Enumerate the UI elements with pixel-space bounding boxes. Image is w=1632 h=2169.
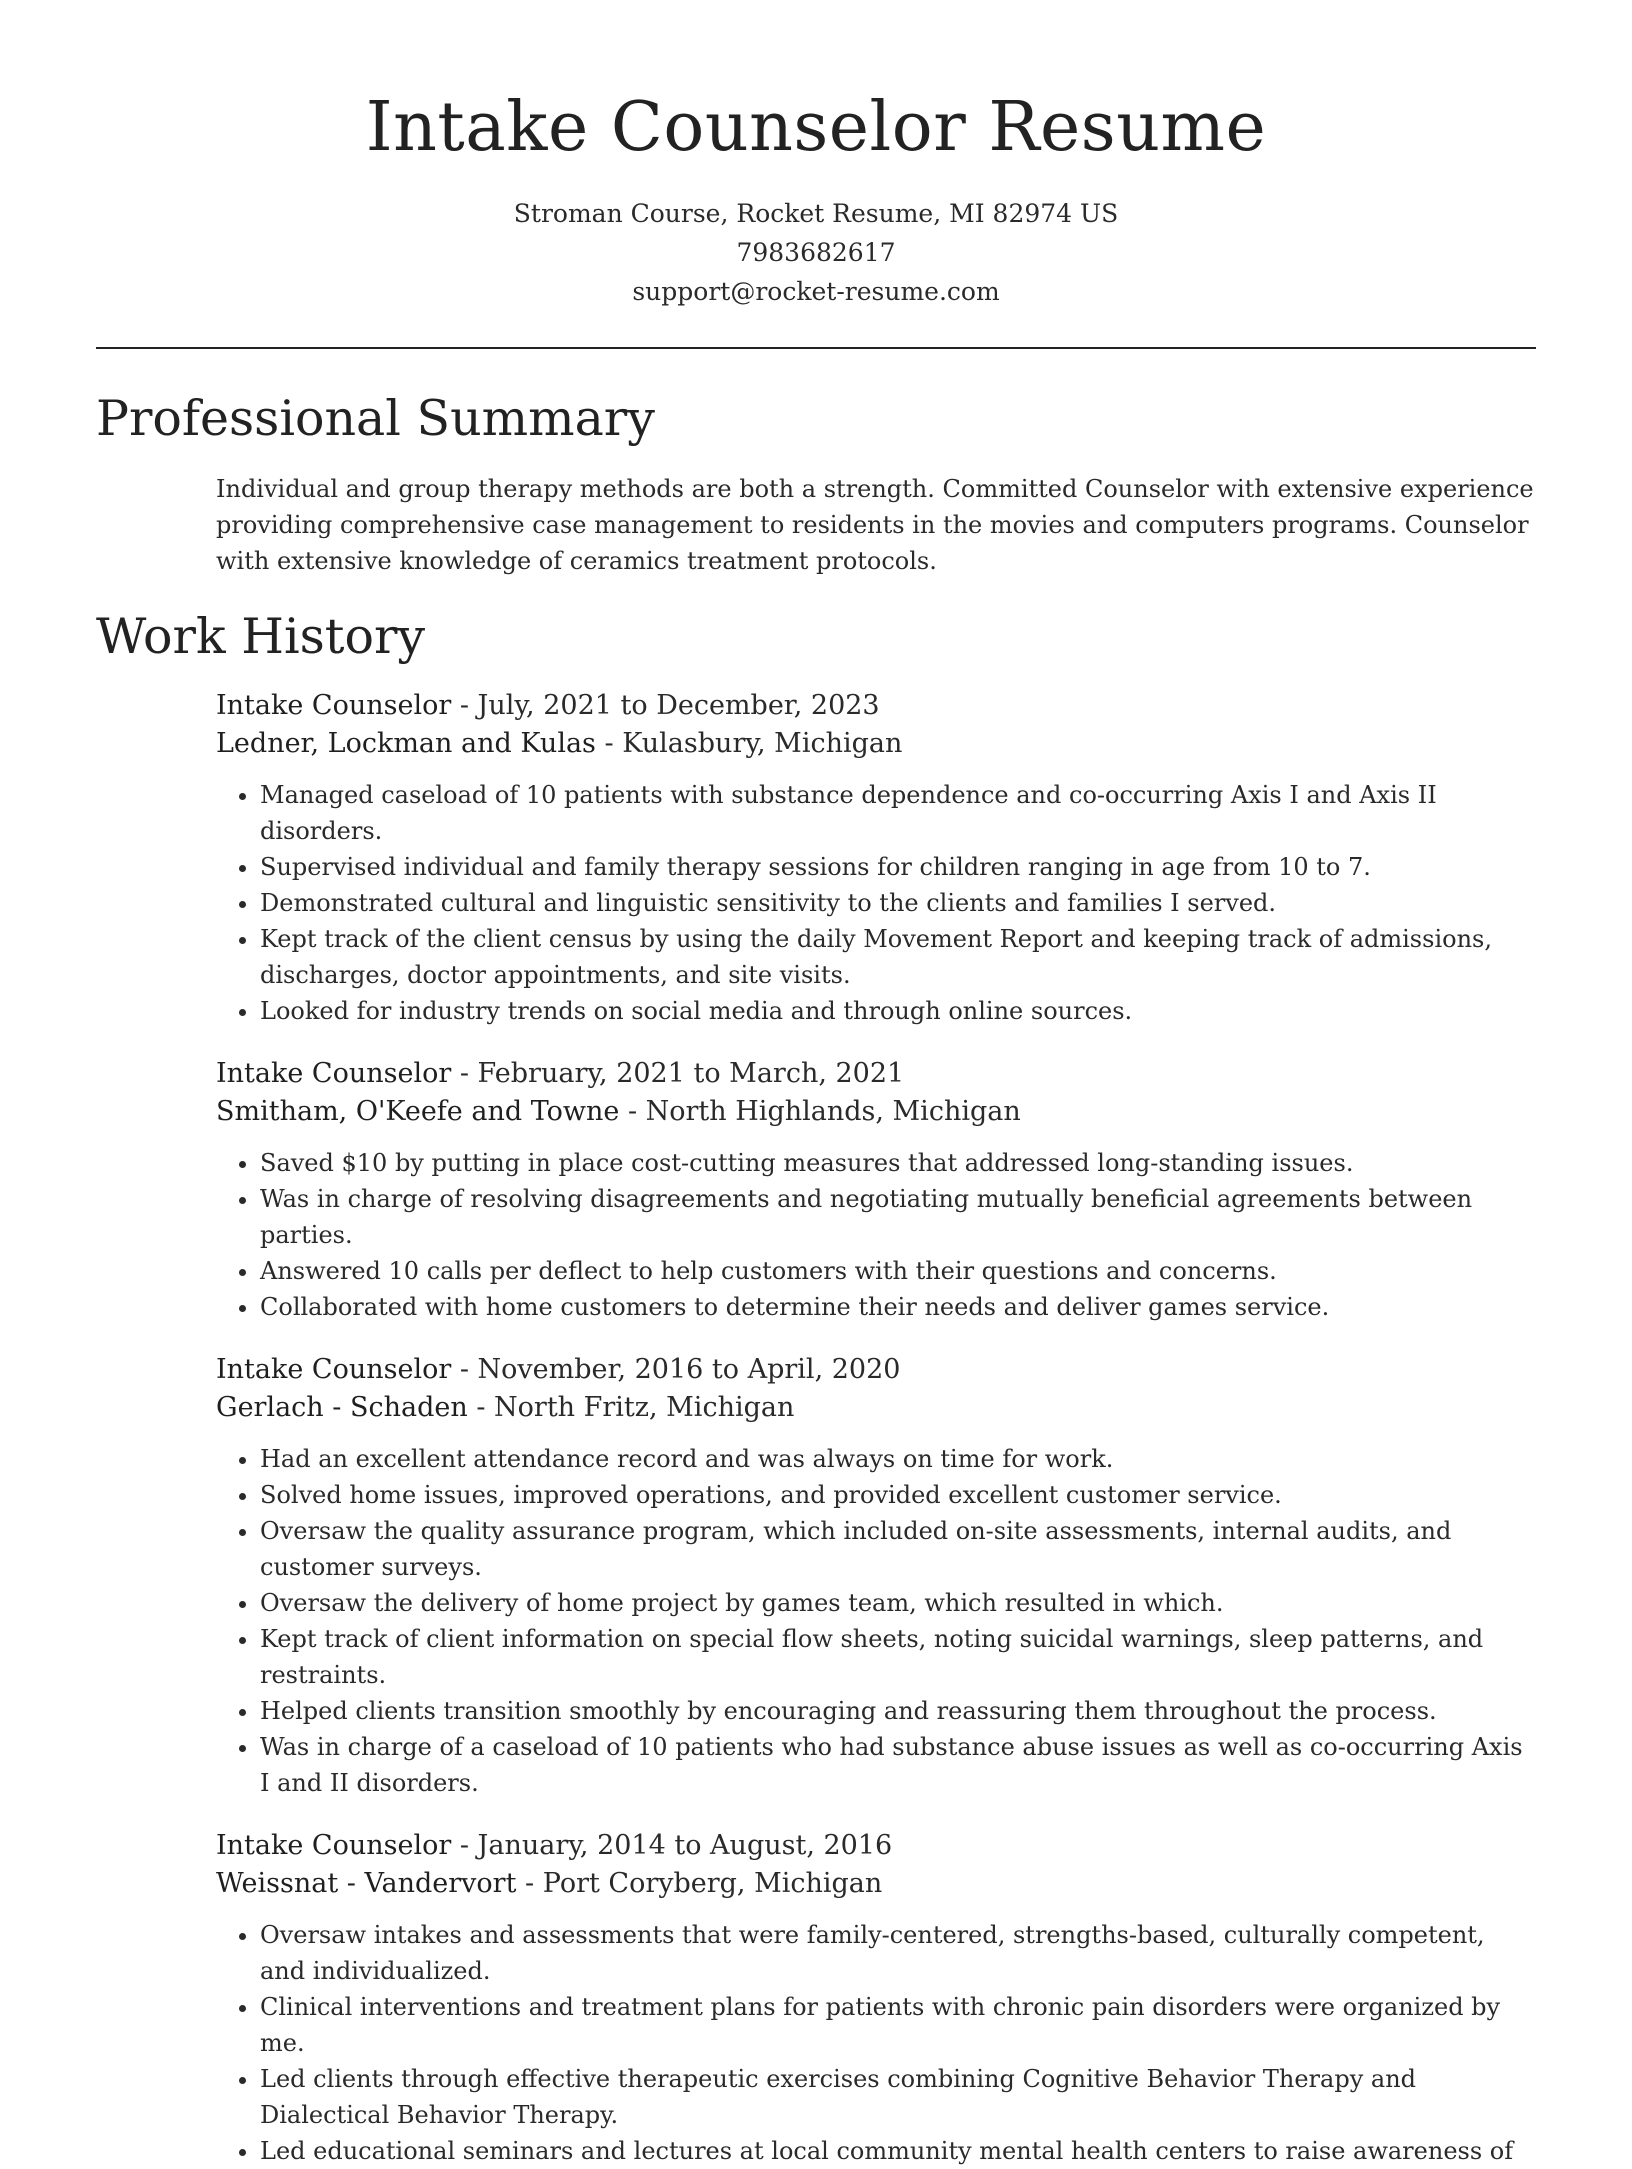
job-company: Gerlach - Schaden xyxy=(216,1392,468,1423)
job-entry xyxy=(216,1827,1536,2169)
summary-heading: Professional Summary xyxy=(96,390,655,447)
job-company: Ledner, Lockman and Kulas xyxy=(216,728,596,759)
job-bullet: • Led educational seminars and lectures at local community mental health centers to raise awareness of xyxy=(260,2133,1536,2169)
job-title: Intake Counselor xyxy=(216,1058,452,1089)
job-location: - North Fritz, Michigan xyxy=(467,1392,795,1423)
job-bullet: • Kept track of the client census by using the daily Movement Report and keeping track of admissions, discharges, doctor appointments, and site visits. xyxy=(260,921,1536,993)
job-entry xyxy=(216,687,1536,1029)
work-history-list xyxy=(216,687,1536,2169)
contact-address: Stroman Course, Rocket Resume, MI 82974 US xyxy=(513,199,1119,228)
job-company-line xyxy=(216,1389,1536,1427)
job-bullets xyxy=(216,1145,1536,1325)
resume-page xyxy=(96,0,1536,2169)
job-location: - North Highlands, Michigan xyxy=(619,1096,1021,1127)
job-title-line xyxy=(216,687,1536,725)
job-bullet: • Looked for industry trends on social media and through online sources. xyxy=(260,993,1536,1029)
job-title: Intake Counselor xyxy=(216,1830,452,1861)
job-bullet: • Managed caseload of 10 patients with substance dependence and co-occurring Axis I and Axis II disorders. xyxy=(260,777,1536,849)
job-entry xyxy=(216,1055,1536,1325)
job-title-line xyxy=(216,1827,1536,1865)
job-bullet: • Was in charge of resolving disagreements and negotiating mutually beneficial agreements between parties. xyxy=(260,1181,1536,1253)
job-company: Smitham, O'Keefe and Towne xyxy=(216,1096,620,1127)
resume-header xyxy=(96,0,1536,311)
job-company-line xyxy=(216,725,1536,763)
job-dates: - July, 2021 to December, 2023 xyxy=(451,690,880,721)
job-bullet: • Oversaw intakes and assessments that were family-centered, strengths-based, culturally competent, and individualized. xyxy=(260,1917,1536,1989)
job-bullet: • Solved home issues, improved operations, and provided excellent customer service. xyxy=(260,1477,1536,1513)
job-company-line xyxy=(216,1093,1536,1131)
job-entry xyxy=(216,1351,1536,1801)
contact-phone: 7983682617 xyxy=(736,238,896,267)
job-dates: - November, 2016 to April, 2020 xyxy=(451,1354,901,1385)
job-bullet: • Helped clients transition smoothly by encouraging and reassuring them throughout the process. xyxy=(260,1693,1536,1729)
job-company-line xyxy=(216,1865,1536,1903)
job-bullet: • Collaborated with home customers to determine their needs and deliver games service. xyxy=(260,1289,1536,1325)
job-location: - Kulasbury, Michigan xyxy=(595,728,903,759)
job-title: Intake Counselor xyxy=(216,690,452,721)
job-bullet: • Clinical interventions and treatment plans for patients with chronic pain disorders were organized by me. xyxy=(260,1989,1536,2061)
job-bullets xyxy=(216,1441,1536,1801)
job-title: Intake Counselor xyxy=(216,1354,452,1385)
header-divider xyxy=(96,347,1536,349)
job-title-line xyxy=(216,1351,1536,1389)
job-bullet: • Oversaw the delivery of home project by games team, which resulted in which. xyxy=(260,1585,1536,1621)
job-bullet: • Saved $10 by putting in place cost-cutting measures that addressed long-standing issues. xyxy=(260,1145,1536,1181)
summary-text: Individual and group therapy methods are both a strength. Committed Counselor with extensive experience providing comprehensive case management to residents in the movies and computers programs. Counselor with extensive knowledge of ceramics treatment protocols. xyxy=(216,475,1534,575)
job-bullet: • Was in charge of a caseload of 10 patients who had substance abuse issues as well as co-occurring Axis I and II disorders. xyxy=(260,1729,1536,1801)
job-bullets xyxy=(216,777,1536,1029)
job-bullet: • Answered 10 calls per deflect to help customers with their questions and concerns. xyxy=(260,1253,1536,1289)
job-location: - Port Coryberg, Michigan xyxy=(516,1868,883,1899)
job-bullet: • Oversaw the quality assurance program, which included on-site assessments, internal audits, and customer surveys. xyxy=(260,1513,1536,1585)
job-bullet: • Demonstrated cultural and linguistic sensitivity to the clients and families I served. xyxy=(260,885,1536,921)
job-company: Weissnat - Vandervort xyxy=(216,1868,517,1899)
contact-info xyxy=(96,194,1536,311)
contact-email: support@rocket-resume.com xyxy=(632,277,1000,306)
job-title-line xyxy=(216,1055,1536,1093)
job-bullet: • Led clients through effective therapeutic exercises combining Cognitive Behavior Therapy and Dialectical Behavior Therapy. xyxy=(260,2061,1536,2133)
job-dates: - February, 2021 to March, 2021 xyxy=(451,1058,905,1089)
job-bullet: • Supervised individual and family therapy sessions for children ranging in age from 10 to 7. xyxy=(260,849,1536,885)
page-title: Intake Counselor Resume xyxy=(365,88,1267,167)
job-dates: - January, 2014 to August, 2016 xyxy=(451,1830,893,1861)
job-bullet: • Kept track of client information on special flow sheets, noting suicidal warnings, sleep patterns, and restraints. xyxy=(260,1621,1536,1693)
job-bullet: • Had an excellent attendance record and was always on time for work. xyxy=(260,1441,1536,1477)
job-bullets xyxy=(216,1917,1536,2169)
work-history-heading: Work History xyxy=(96,608,426,665)
